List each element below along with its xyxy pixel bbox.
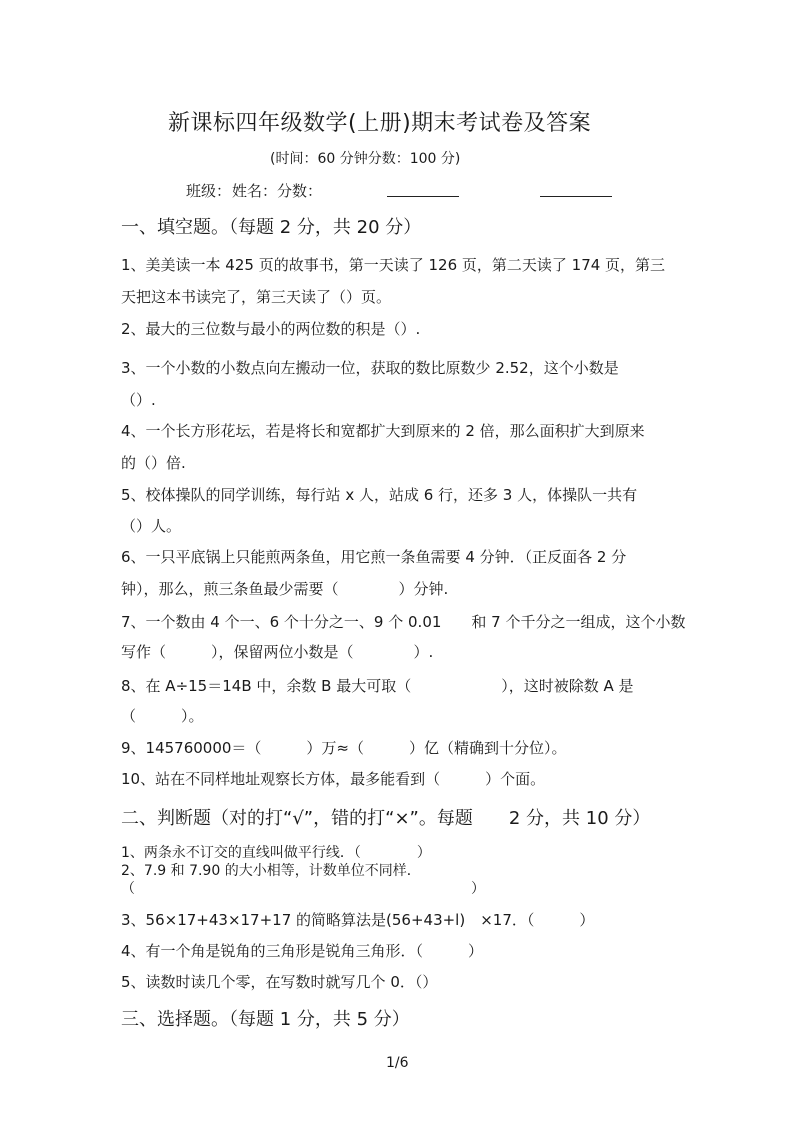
question-line: 9、145760000＝（ ）万≈（ ）亿（精确到十分位）。 bbox=[121, 739, 567, 757]
question-line: （ ） bbox=[121, 881, 485, 897]
name-score-label: 姓名：分数： bbox=[232, 182, 323, 200]
question-line: 10、站在不同样地址观察长方体，最多能看到（ ）个面。 bbox=[121, 770, 546, 788]
question-line: 6、一只平底锅上只能煎两条鱼，用它煎一条鱼需要 4 分钟．（正反面各 2 分 bbox=[121, 548, 627, 566]
question-line: 写作（ ），保留两位小数是（ ）. bbox=[121, 643, 434, 661]
question-line: 钟），那么，煎三条鱼最少需要（ ）分钟. bbox=[121, 580, 449, 598]
question-line: 的（）倍. bbox=[121, 454, 186, 472]
section-choice-heading: 三、选择题。（每题 1 分，共 5 分） bbox=[121, 1009, 410, 1030]
question-line: 7、一个数由 4 个一、6 个十分之一、9 个 0.01 和 7 个千分之一组成，这个小数 bbox=[121, 613, 686, 631]
question-line: 5、校体操队的同学训练，每行站 x 人，站成 6 行，还多 3 人，体操队一共有 bbox=[121, 486, 638, 504]
score-blank-line bbox=[540, 196, 612, 197]
question-line: 1、美美读一本 425 页的故事书，第一天读了 126 页，第二天读了 174 页，第三 bbox=[121, 256, 666, 274]
section-fill-blank-heading: 一、填空题。（每题 2 分，共 20 分） bbox=[121, 217, 422, 238]
question-line: 5、读数时读几个零，在写数时就写几个 0．（） bbox=[121, 973, 438, 991]
exam-time-score: (时间：60 分钟分数：100 分) bbox=[270, 151, 461, 167]
question-line: （ ）。 bbox=[121, 707, 204, 725]
question-line: 4、有一个角是锐角的三角形是锐角三角形．（ ） bbox=[121, 942, 484, 960]
name-blank-line bbox=[387, 196, 459, 197]
question-line: 3、56×17+43×17+17 的简略算法是(56+43+l) ×17．（ ） bbox=[121, 911, 595, 929]
question-line: 4、一个长方形花坛，若是将长和宽都扩大到原来的 2 倍，那么面积扩大到原来 bbox=[121, 422, 645, 440]
page-number: 1/6 bbox=[386, 1055, 409, 1071]
question-line: 2、最大的三位数与最小的两位数的积是（）. bbox=[121, 320, 421, 338]
page-title: 新课标四年级数学(上册)期末考试卷及答案 bbox=[168, 111, 592, 136]
question-line: 2、7.9 和 7.90 的大小相等，计数单位不同样． bbox=[121, 863, 421, 879]
question-line: （）. bbox=[121, 391, 156, 409]
question-line: 1、两条永不订交的直线叫做平行线．（ ） bbox=[121, 845, 431, 861]
question-line: （）人。 bbox=[121, 517, 182, 535]
class-label: 班级： bbox=[186, 182, 232, 200]
question-line: 3、一个小数的小数点向左搬动一位，获取的数比原数少 2.52，这个小数是 bbox=[121, 359, 619, 377]
section-true-false-heading: 二、判断题（对的打“√”，错的打“×”。每题 2 分，共 10 分） bbox=[121, 808, 651, 829]
question-line: 8、在 A÷15＝14B 中，余数 B 最大可取（ ），这时被除数 A 是 bbox=[121, 677, 634, 695]
question-line: 天把这本书读完了，第三天读了（）页。 bbox=[121, 288, 392, 306]
